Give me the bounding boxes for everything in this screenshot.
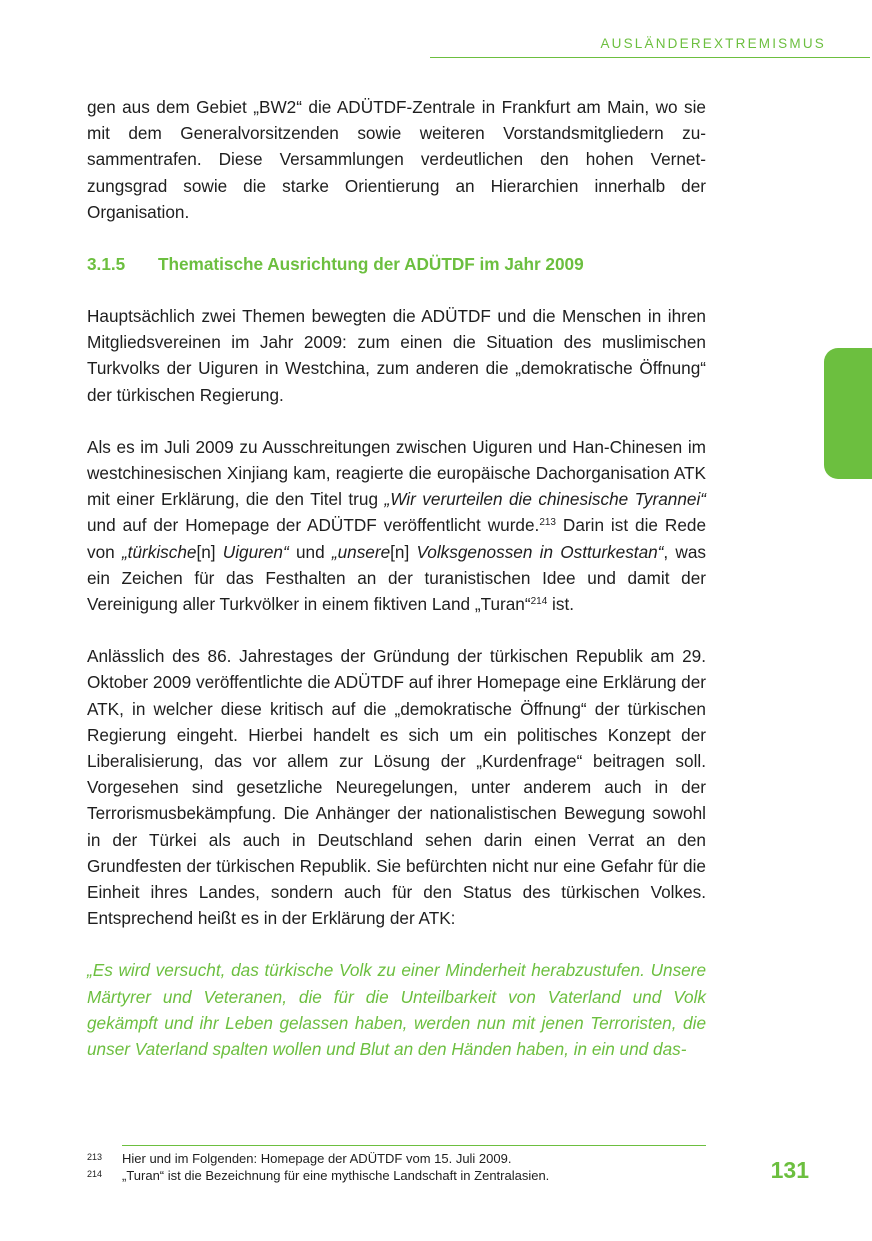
page-number: 131 bbox=[770, 1157, 809, 1183]
footnote-rule bbox=[122, 1145, 706, 1146]
footnote-text: „Turan“ ist die Bezeichnung für eine mythische Landschaft in Zentralasien. bbox=[122, 1168, 550, 1183]
footnote-ref-214: 214 bbox=[530, 596, 548, 608]
running-header: AUSLÄNDEREXTREMISMUS bbox=[600, 36, 826, 51]
footnote-number: 213 bbox=[87, 1152, 103, 1162]
page-body bbox=[87, 94, 706, 1062]
quoted-title: „Wir verurteilen die chinesische Tyrannei“ bbox=[384, 489, 706, 510]
section-title: Thematische Ausrichtung der ADÜTDF im Jahr 2009 bbox=[158, 254, 584, 275]
section-heading bbox=[87, 251, 706, 277]
footnote bbox=[87, 1150, 727, 1167]
paragraph: Hauptsächlich zwei Themen bewegten die ADÜTDF und die Menschen in ihren Mitgliedsvereinen im Jahr 2009: zum einen die Situation des muslimischen Turkvolks der Uiguren in Westchina, zum anderen die „demokratische Öffnung“ der türkischen Regierung. bbox=[87, 306, 706, 405]
paragraph: gen aus dem Gebiet „BW2“ die ADÜTDF-Zentrale in Frankfurt am Main, wo sie mit dem Generalvorsitzenden sowie weiteren Vorstandsmitgliedern zusammentrafen. Diese Versammlungen verdeutlichen den hohen Vernetzungsgrad sowie die starke Orientierung an Hierarchien innerhalb der Organisation. bbox=[87, 97, 706, 222]
block-quote: „Es wird versucht, das türkische Volk zu einer Minderheit herabzustufen. Unsere Märtyrer und Veteranen, die für die Unteilbarkeit von Vaterland und Volk gekämpft und ihr Leben gelassen haben, werden nun mit jenen Terroristen, die unser Vaterland spalten wollen und Blut an den Händen haben, in ein und das- bbox=[87, 960, 706, 1060]
chapter-side-tab bbox=[824, 348, 872, 479]
paragraph: Anlässlich des 86. Jahrestages der Gründung der türkischen Republik am 29. Oktober 2009 veröffentlichte die ADÜTDF auf ihrer Homepage eine Erklärung der ATK, in welcher diese kritisch auf die „demokratische Öffnung“ der türkischen Regierung eingeht. Hierbei handelt es sich um ein politisches Konzept der Liberalisierung, das vor allem zur Lösung der „Kurdenfrage“ beitragen soll. Vorgesehen sind gesetzliche Neuregelungen, unter anderem auch in der Terrorismusbekämpfung. Die Anhänger der nationalistischen Bewegung sowohl in der Türkei als auch in Deutschland sehen darin einen Verrat an den Grundfesten der türkischen Republik. Sie befürchten nicht nur eine Gefahr für die Einheit ihres Landes, sondern auch für den Status des türkischen Volkes. Entsprechend heißt es in der Erklärung der ATK: bbox=[87, 646, 706, 929]
footnote-number: 214 bbox=[87, 1169, 103, 1179]
footnotes bbox=[87, 1150, 727, 1184]
footnote bbox=[87, 1167, 727, 1184]
paragraph: Als es im Juli 2009 zu Ausschreitungen zwischen Uiguren und Han-Chinesen im westchinesischen Xinjiang kam, reagierte die europäische Dachorganisation ATK mit einer Erklärung, die den Titel trug „Wir verurteilen die chinesische Tyrannei“ und auf der Homepage der ADÜTDF veröffentlicht wurde.$^{213}$ Darin ist die Rede von „türkische[n] Uiguren“ und „unsere[n] Volksgenossen in Ostturkestan“, was ein Zeichen für das Festhalten an der turanistischen Idee und damit der Vereinigung aller Turkvölker in einem fiktiven Land „Turan“$^{214}$ ist. bbox=[87, 436, 706, 615]
header-rule bbox=[430, 57, 870, 58]
footnote-ref-213: 213 bbox=[539, 517, 556, 529]
section-number: 3.1.5 bbox=[87, 254, 126, 275]
footnote-text: Hier und im Folgenden: Homepage der ADÜTDF vom 15. Juli 2009. bbox=[122, 1151, 512, 1166]
